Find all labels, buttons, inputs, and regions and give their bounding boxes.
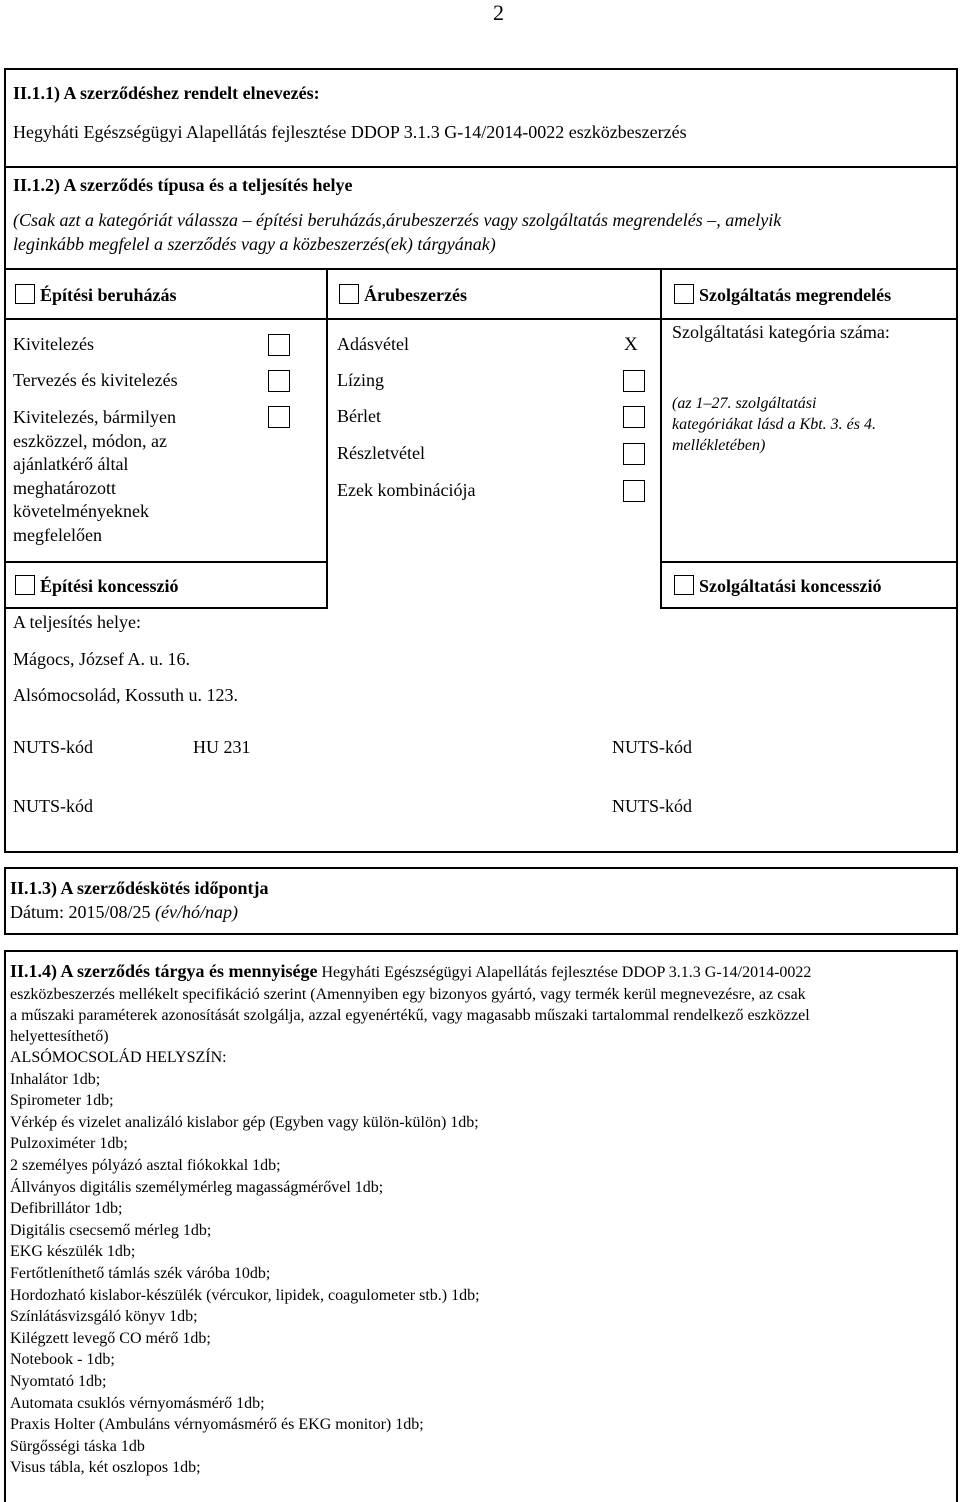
section-heading-112: II.1.2) A szerződés típusa és a teljesítés helye	[13, 175, 353, 195]
list-item: Digitális csecsemő mérleg 1db;	[10, 1221, 212, 1239]
place-line: Mágocs, József A. u. 16.	[13, 649, 190, 669]
option-label: Bérlet	[337, 406, 381, 426]
divider	[4, 318, 958, 320]
divider	[4, 561, 328, 563]
checkbox-icon[interactable]	[15, 284, 35, 304]
subject-text: a műszaki paraméterek azonosítását szolgálja, azzal egyenértékű, vagy magasabb műszaki tartalommal rendelkező eszközzel	[10, 1007, 810, 1024]
list-item: Notebook - 1db;	[10, 1351, 115, 1369]
list-item: Vérkép és vizelet analizáló kislabor gép (Egyben vagy külön-külön) 1db;	[10, 1113, 479, 1131]
col-title-construction[interactable]: Építési beruházás	[15, 284, 177, 306]
list-item: Spirometer 1db;	[10, 1092, 114, 1110]
nuts-label: NUTS-kód	[612, 737, 692, 757]
category-note: (Csak azt a kategóriát válassza – építési beruházás,árubeszerzés vagy szolgáltatás megrendelés –, amelyik	[13, 210, 782, 230]
nuts-label: NUTS-kód	[13, 737, 93, 757]
place-line: Alsómocsolád, Kossuth u. 123.	[13, 685, 238, 705]
contract-date: Dátum: 2015/08/25 (év/hó/nap)	[10, 902, 238, 922]
col-divider	[660, 268, 662, 609]
divider	[4, 607, 328, 609]
list-item: Sürgősségi táska 1db	[10, 1437, 145, 1455]
list-item: Pulzoximéter 1db;	[10, 1135, 128, 1153]
service-category-note: (az 1–27. szolgáltatási kategóriákat lásd a Kbt. 3. és 4. mellékletében)	[672, 395, 876, 455]
list-item: Színlátásvizsgáló könyv 1db;	[10, 1308, 198, 1326]
list-item: Visus tábla, két oszlopos 1db;	[10, 1459, 201, 1477]
list-item: ALSÓMOCSOLÁD HELYSZÍN:	[10, 1049, 227, 1066]
list-item: Fertőtleníthető támlás szék váróba 10db;	[10, 1264, 271, 1282]
concession-services[interactable]: Szolgáltatási koncesszió	[674, 575, 882, 597]
contract-title: Hegyháti Egészségügyi Alapellátás fejlesztése DDOP 3.1.3 G-14/2014-0022 eszközbeszerzés	[13, 122, 687, 142]
option-label: Adásvétel	[337, 334, 409, 354]
option-label: Részletvétel	[337, 443, 425, 463]
col-title-goods[interactable]: Árubeszerzés	[339, 284, 467, 306]
section-heading-113: II.1.3) A szerződéskötés időpontja	[10, 878, 269, 898]
list-item: Nyomtató 1db;	[10, 1372, 107, 1390]
concession-construction[interactable]: Építési koncesszió	[15, 575, 179, 597]
list-item: Automata csuklós vérnyomásmérő 1db;	[10, 1394, 265, 1412]
divider	[4, 166, 958, 168]
nuts-label: NUTS-kód	[13, 796, 93, 816]
subject-text: eszközbeszerzés mellékelt specifikáció szerint (Amennyiben egy bizonyos gyártó, vagy termék kerül megnevezésre, az csak	[10, 986, 806, 1003]
checkbox-icon[interactable]	[15, 575, 35, 595]
checkbox-icon[interactable]	[268, 406, 290, 428]
item-list	[10, 1047, 480, 1479]
checked-mark: X	[624, 334, 638, 355]
page-number: 2	[493, 0, 504, 25]
section-heading-111: II.1.1) A szerződéshez rendelt elnevezés:	[13, 83, 320, 103]
list-item: 2 személyes pólyázó asztal fiókokkal 1db;	[10, 1156, 281, 1174]
checkbox-icon[interactable]	[623, 370, 645, 392]
option-label: Ezek kombinációja	[337, 480, 476, 500]
list-item: EKG készülék 1db;	[10, 1243, 136, 1261]
nuts-value: HU 231	[193, 737, 251, 757]
checkbox-icon[interactable]	[268, 370, 290, 392]
category-note: leginkább megfelel a szerződés vagy a közbeszerzés(ek) tárgyának)	[13, 234, 496, 254]
col-title-services[interactable]: Szolgáltatás megrendelés	[674, 284, 891, 306]
option-label: Kivitelezés	[13, 334, 94, 354]
list-item: Inhalátor 1db;	[10, 1070, 101, 1088]
checkbox-icon[interactable]	[674, 284, 694, 304]
service-category-label: Szolgáltatási kategória száma:	[672, 322, 890, 342]
option-label: Tervezés és kivitelezés	[13, 370, 178, 390]
list-item: Kilégzett levegő CO mérő 1db;	[10, 1329, 211, 1347]
list-item: Praxis Holter (Ambuláns vérnyomásmérő és EKG monitor) 1db;	[10, 1416, 424, 1434]
list-item: Állványos digitális személymérleg magasságmérővel 1db;	[10, 1178, 384, 1196]
checkbox-icon[interactable]	[623, 443, 645, 465]
list-item: Hordozható kislabor-készülék (vércukor, lipidek, coagulometer stb.) 1db;	[10, 1286, 480, 1304]
nuts-label: NUTS-kód	[612, 796, 692, 816]
divider	[4, 268, 958, 270]
checkbox-icon[interactable]	[674, 575, 694, 595]
col-divider	[326, 268, 328, 609]
option-label: Lízing	[337, 370, 384, 390]
checkbox-icon[interactable]	[268, 334, 290, 356]
divider	[660, 561, 958, 563]
checkbox-icon[interactable]	[623, 406, 645, 428]
checkbox-icon[interactable]	[623, 480, 645, 502]
list-item: Defibrillátor 1db;	[10, 1200, 123, 1218]
checkbox-icon[interactable]	[339, 284, 359, 304]
place-label: A teljesítés helye:	[13, 612, 141, 632]
subject-intro: II.1.4) A szerződés tárgya és mennyisége Hegyháti Egészségügyi Alapellátás fejlesztése DDOP 3.1.3 G-14/2014-0022	[10, 961, 812, 981]
divider	[660, 607, 958, 609]
option-label-multiline: Kivitelezés, bármilyen eszközzel, módon, az ajánlatkérő által meghatározott követelményeknek megfelelően	[13, 407, 176, 545]
subject-text: helyettesíthető)	[10, 1028, 109, 1045]
